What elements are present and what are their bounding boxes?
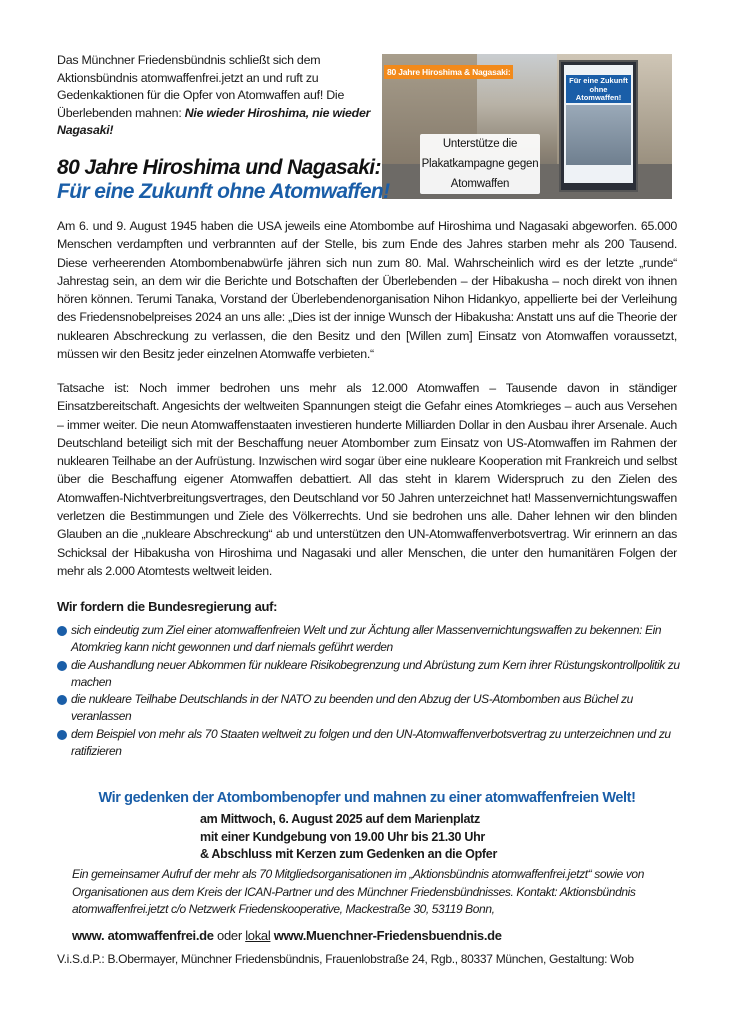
bullet-icon [57, 695, 67, 705]
link-atomwaffenfrei[interactable]: www. atomwaffenfrei.de [72, 928, 214, 943]
headline-line-1: 80 Jahre Hiroshima und Nagasaki: [57, 156, 381, 179]
photo-callout [420, 134, 540, 194]
intro-emphasis: Nie wieder Hiroshima, nie wieder Nagasaki! [57, 105, 371, 137]
photo-tag: 80 Jahre Hiroshima & Nagasaki: [384, 65, 513, 79]
poster-board [559, 60, 638, 192]
link-separator: oder [213, 928, 246, 943]
campaign-photo [382, 54, 672, 199]
call-to-action: Wir gedenken der Atombombenopfer und mahnen zu einer atomwaffenfreien Welt! [98, 790, 636, 806]
event-line-1: am Mittwoch, 6. August 2025 auf dem Marienplatz [200, 812, 480, 826]
callout-line-3: Atomwaffen [450, 178, 510, 190]
intro-paragraph [57, 52, 379, 140]
demand-text: dem Beispiel von mehr als 70 Staaten weltweit zu folgen und den UN-Atomwaffenverbotsvertrag zu unterzeichnen und zu ratifizieren [71, 726, 671, 759]
imprint: V.i.S.d.P.: B.Obermayer, Münchner Friedensbündnis, Frauenlobstraße 24, Rgb., 80337 München, Gestaltung: Wob [57, 952, 634, 966]
bullet-icon [57, 661, 67, 671]
callout-line-2: Plakatkampagne gegen [421, 158, 539, 170]
poster [564, 65, 633, 183]
demand-text: sich eindeutig zum Ziel einer atomwaffenfreien Welt und zur Ächtung aller Massenvernichtungswaffen zu bekennen: Ein Atomkrieg kann nicht gewonnen und darf niemals geführt werden [71, 623, 662, 655]
intro-text: Das Münchner Friedensbündnis schließt sich dem Aktionsbündnis atomwaffenfrei.jetzt an und ruft zu Gedenkaktionen für die Opfer von Atomwaffen auf! Die Überlebenden mahnen: [57, 53, 345, 120]
footer-text: Ein gemeinsamer Aufruf der mehr als 70 Mitgliedsorganisationen im „Aktionsbündnis atomwaffenfrei.jetzt“ sowie von Organisationen aus dem Kreis der ICAN-Partner und des Münchner Friedensbündnisses. Kontakt: Aktionsbündnis atomwaffenfrei.jetzt c/o Netzwerk Friedenskooperative, Mackestraße 30, 53119 Bonn, [72, 867, 644, 916]
demand-item [57, 657, 682, 692]
event-details [200, 811, 560, 864]
footer-links [72, 928, 502, 943]
demand-text: die Aushandlung neuer Abkommen für nukleare Risikobegrenzung und Abrüstung zum Kern ihrer Rüstungskontrollpolitik zu machen [71, 657, 680, 689]
poster-heading: Für eine Zukunft ohne Atomwaffen! [566, 75, 631, 103]
body-paragraph-1: Am 6. und 9. August 1945 haben die USA jeweils eine Atombombe auf Hiroshima und Nagasaki abgeworfen. 65.000 Menschen verdampften und verbrannten auf der Stelle, bis zum Ende des Jahres starben mehr als 200 Tausend. Diese verheerenden Atombombenabwürfe jähren sich nun zum 80. Mal. Wahrscheinlich wird es der letzte „runde“ Jahrestag sein, an dem wir die Berichte und Botschaften der Überlebenden – der Hibakusha – noch direkt von ihnen hören können. Terumi Tanaka, Vorstand der Überlebendenorganisation Nihon Hidankyo, appellierte bei der Verleihung des Friedensnobelpreises 2024 an uns alle: „Dies ist der innige Wunsch der Hibakusha: Anstatt uns auf die Theorie der nuklearen Abschreckung zu verlassen, die den Besitz und den [Willen zum] Einsatz von Atomwaffen voraussetzt, müssen wir den Besitz jeder einzelnen Atomwaffe verbieten.“ [57, 219, 677, 362]
demands-list [57, 622, 682, 760]
demands-heading: Wir fordern die Bundesregierung auf: [57, 599, 278, 614]
bullet-icon [57, 626, 67, 636]
callout-line-1: Unterstütze die [442, 138, 518, 150]
poster-image [566, 105, 631, 165]
event-line-2: mit einer Kundgebung von 19.00 Uhr bis 21.30 Uhr [200, 829, 485, 844]
link-friedensbuendnis[interactable]: www.Muenchner-Friedensbuendnis.de [273, 928, 502, 943]
body-paragraph-2: Tatsache ist: Noch immer bedrohen uns mehr als 12.000 Atomwaffen – Tausende davon in ständiger Einsatzbereitschaft. Angesichts der weltweiten Spannungen steigt die Gefahr eines Atomkrieges – auch aus Versehen – immer weiter. Die neun Atomwaffenstaaten investieren hunderte Milliarden Dollar in den Ausbau ihrer Arsenale. Auch Deutschland beteiligt sich mit der Beschaffung neuer Atombomber zum Einsatz von US-Atomwaffen im Rahmen der nuklearen Teilhabe an der Aufrüstung. Inzwischen wird sogar über eine nukleare Kooperation mit Frankreich und selbst über die Beschaffung eigener Atomwaffen debattiert. All das steht in klarem Widerspruch zu den Zielen des Atomwaffen-Nichtverbreitungsvertrages, den Deutschland vor 50 Jahren unterzeichnet hat! Massenvernichtungswaffen verletzen die Bestimmungen und Ziele des Völkerrechts. Und sie bedrohen uns alle. Daher lehnen wir den blinden Glauben an die „nukleare Abschreckung“ ab und unterstützen den UN-Atomwaffenverbotsvertrag. Wir erinnern an das Schicksal der Hibakusha von Hiroshima und Nagasaki und aller Menschen, die unter den humanitären Folgen der mehr als 2.000 Atomtests weltweit leiden. [57, 381, 677, 578]
bullet-icon [57, 730, 67, 740]
demand-text: die nukleare Teilhabe Deutschlands in der NATO zu beenden und den Abzug der US-Atombomben aus Büchel zu veranlassen [71, 692, 633, 724]
demand-item [57, 622, 682, 657]
link-lokal[interactable]: lokal [245, 928, 271, 943]
headline-line-2: Für eine Zukunft ohne Atomwaffen! [57, 180, 390, 203]
event-line-3: & Abschluss mit Kerzen zum Gedenken an die Opfer [200, 847, 498, 861]
demand-item [57, 726, 682, 761]
demand-item [57, 691, 682, 726]
